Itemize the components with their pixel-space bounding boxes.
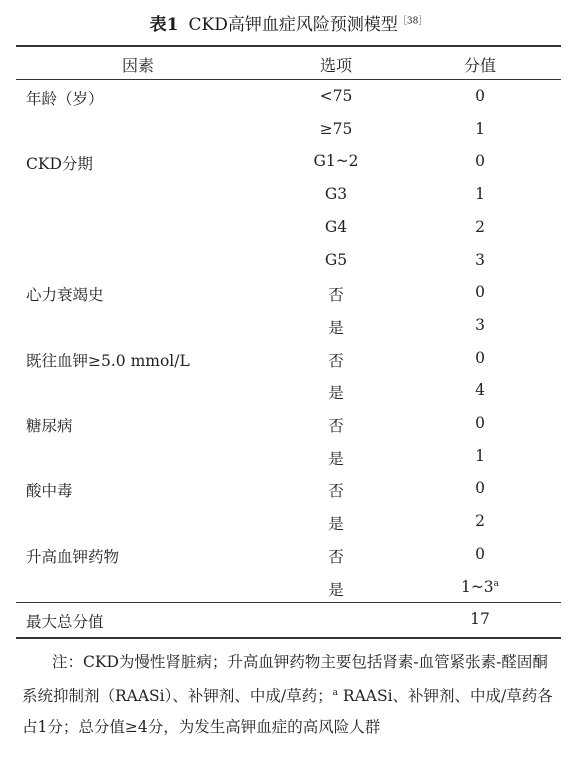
row-factor: 糖尿病 (26, 417, 73, 435)
row-option: 是 (328, 319, 344, 337)
row-score: 0 (475, 283, 485, 301)
row-score: 2 (475, 512, 485, 530)
bottom-rule (16, 637, 561, 639)
row-score: 0 (475, 349, 485, 367)
row-score-value: 1~3 (460, 578, 494, 596)
row-score: 0 (475, 479, 485, 497)
top-rule (16, 45, 561, 47)
row-score: 1 (475, 447, 485, 465)
header-rule (16, 79, 561, 80)
row-option: 是 (328, 384, 344, 402)
row-score: 0 (475, 152, 485, 170)
row-option: 是 (328, 515, 344, 533)
row-score: 1 (475, 185, 485, 203)
table-title-text: CKD高钾血症风险预测模型 (188, 15, 398, 35)
row-score: 3 (475, 316, 485, 334)
row-score: 0 (475, 414, 485, 432)
header-factor: 因素 (122, 56, 155, 75)
row-score: 0 (475, 545, 485, 563)
total-score: 17 (470, 610, 490, 628)
row-option: 否 (328, 417, 344, 435)
row-option: 否 (328, 286, 344, 304)
row-option: G4 (324, 218, 348, 236)
row-score: 4 (475, 381, 485, 399)
row-factor: 年龄（岁） (26, 90, 104, 108)
row-option: G3 (324, 185, 348, 203)
footnote-text-2: RAASi、补钾剂、中成/草药各占1分；总分值≥4分，为发生高钾血症的高风险人群 (22, 687, 553, 737)
footnote-text-1: 注：CKD为慢性肾脏病；升高血钾药物主要包括肾素-血管紧张素-醛固酮系统抑制剂（RAASi）、补钾剂、中成/草药； (22, 653, 548, 706)
total-rule (16, 602, 561, 603)
row-score: 0 (475, 87, 485, 105)
row-score: 2 (475, 218, 485, 236)
row-score: 1 (475, 120, 485, 138)
row-option: 是 (328, 450, 344, 468)
row-score (440, 578, 520, 596)
row-factor: CKD分期 (26, 155, 93, 173)
table-footnote (22, 647, 562, 743)
header-score: 分值 (463, 56, 496, 75)
row-option: 是 (328, 581, 344, 599)
table-label: 表1 (149, 15, 179, 35)
row-option: G1~2 (313, 152, 359, 170)
row-factor: 心力衰竭史 (26, 286, 104, 304)
row-factor: 升高血钾药物 (26, 548, 120, 566)
row-option: G5 (324, 251, 348, 269)
row-factor: 既往血钾≥5.0 mmol/L (26, 352, 190, 370)
row-option: ≥75 (319, 120, 353, 138)
footnote-marker: a (332, 688, 338, 698)
row-option: <75 (319, 87, 353, 105)
row-factor: 酸中毒 (26, 482, 73, 500)
total-factor: 最大总分值 (26, 613, 104, 631)
row-score: 3 (475, 251, 485, 269)
table-reference: ［38］ (397, 16, 428, 27)
table-title (0, 10, 577, 35)
row-option: 否 (328, 352, 344, 370)
row-option: 否 (328, 548, 344, 566)
row-option: 否 (328, 482, 344, 500)
header-option: 选项 (319, 56, 352, 75)
row-score-marker: a (493, 578, 500, 589)
